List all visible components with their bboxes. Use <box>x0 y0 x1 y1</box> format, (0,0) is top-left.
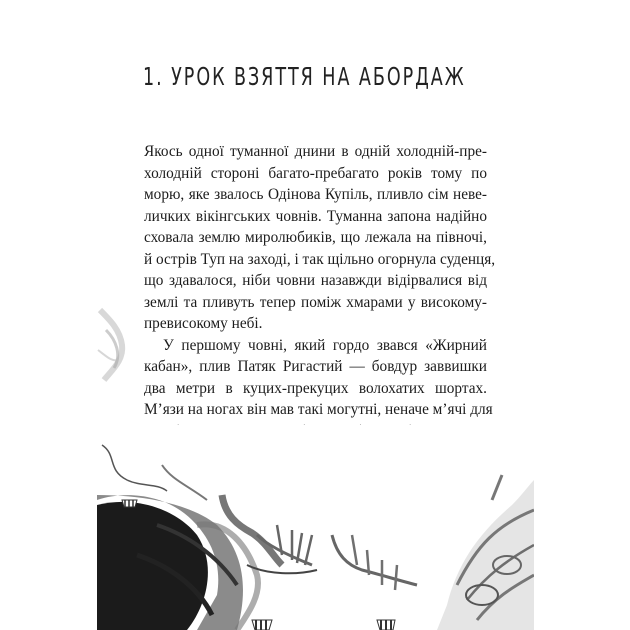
text-line: Якось одної туманної днини в одній холодній-пре- <box>144 143 487 160</box>
chapter-title: 1. УРОК ВЗЯТТЯ НА АБОРДАЖ <box>143 62 466 91</box>
text-line: М’язи на ногах він мав такі могутні, неначе м’ячі для <box>144 401 493 418</box>
paragraph-1 <box>144 141 496 335</box>
text-line: личких вікінгських човнів. Туманна запона надійно <box>144 207 487 225</box>
text-line: два метри в куцих-прекуцих волохатих шортах. <box>144 379 487 397</box>
text-line: превисокому небі. <box>144 315 263 332</box>
text-line: й острів Туп на заході, і так щільно огорнула суденця, <box>144 250 496 268</box>
chapter-body <box>144 141 496 464</box>
viking-ship-icon <box>122 500 137 507</box>
text-line: холодній стороні багато-пребагато років тому по <box>144 164 487 182</box>
text-line: морю, яке звалось Одінова Купіль, пливло сім неве- <box>144 186 487 203</box>
viking-ship-icon <box>252 620 272 630</box>
sea-waves-sketch-illustration <box>97 425 534 630</box>
text-line: кабан», плив Патяк Ригастий — бовдур заввишки <box>144 358 487 375</box>
side-sketch-illustration <box>92 300 132 400</box>
text-line: що здавалося, ніби човни назавжди відірвалися від <box>144 272 487 289</box>
text-line: У першому човні, який гордо звався «Жирний <box>163 336 487 354</box>
text-line: землі та пливуть тепер поміж хмарами у високому- <box>144 293 487 311</box>
text-line: сховала землю миролюбиків, що лежала на півночі, <box>144 229 487 246</box>
viking-ship-icon <box>377 620 395 630</box>
